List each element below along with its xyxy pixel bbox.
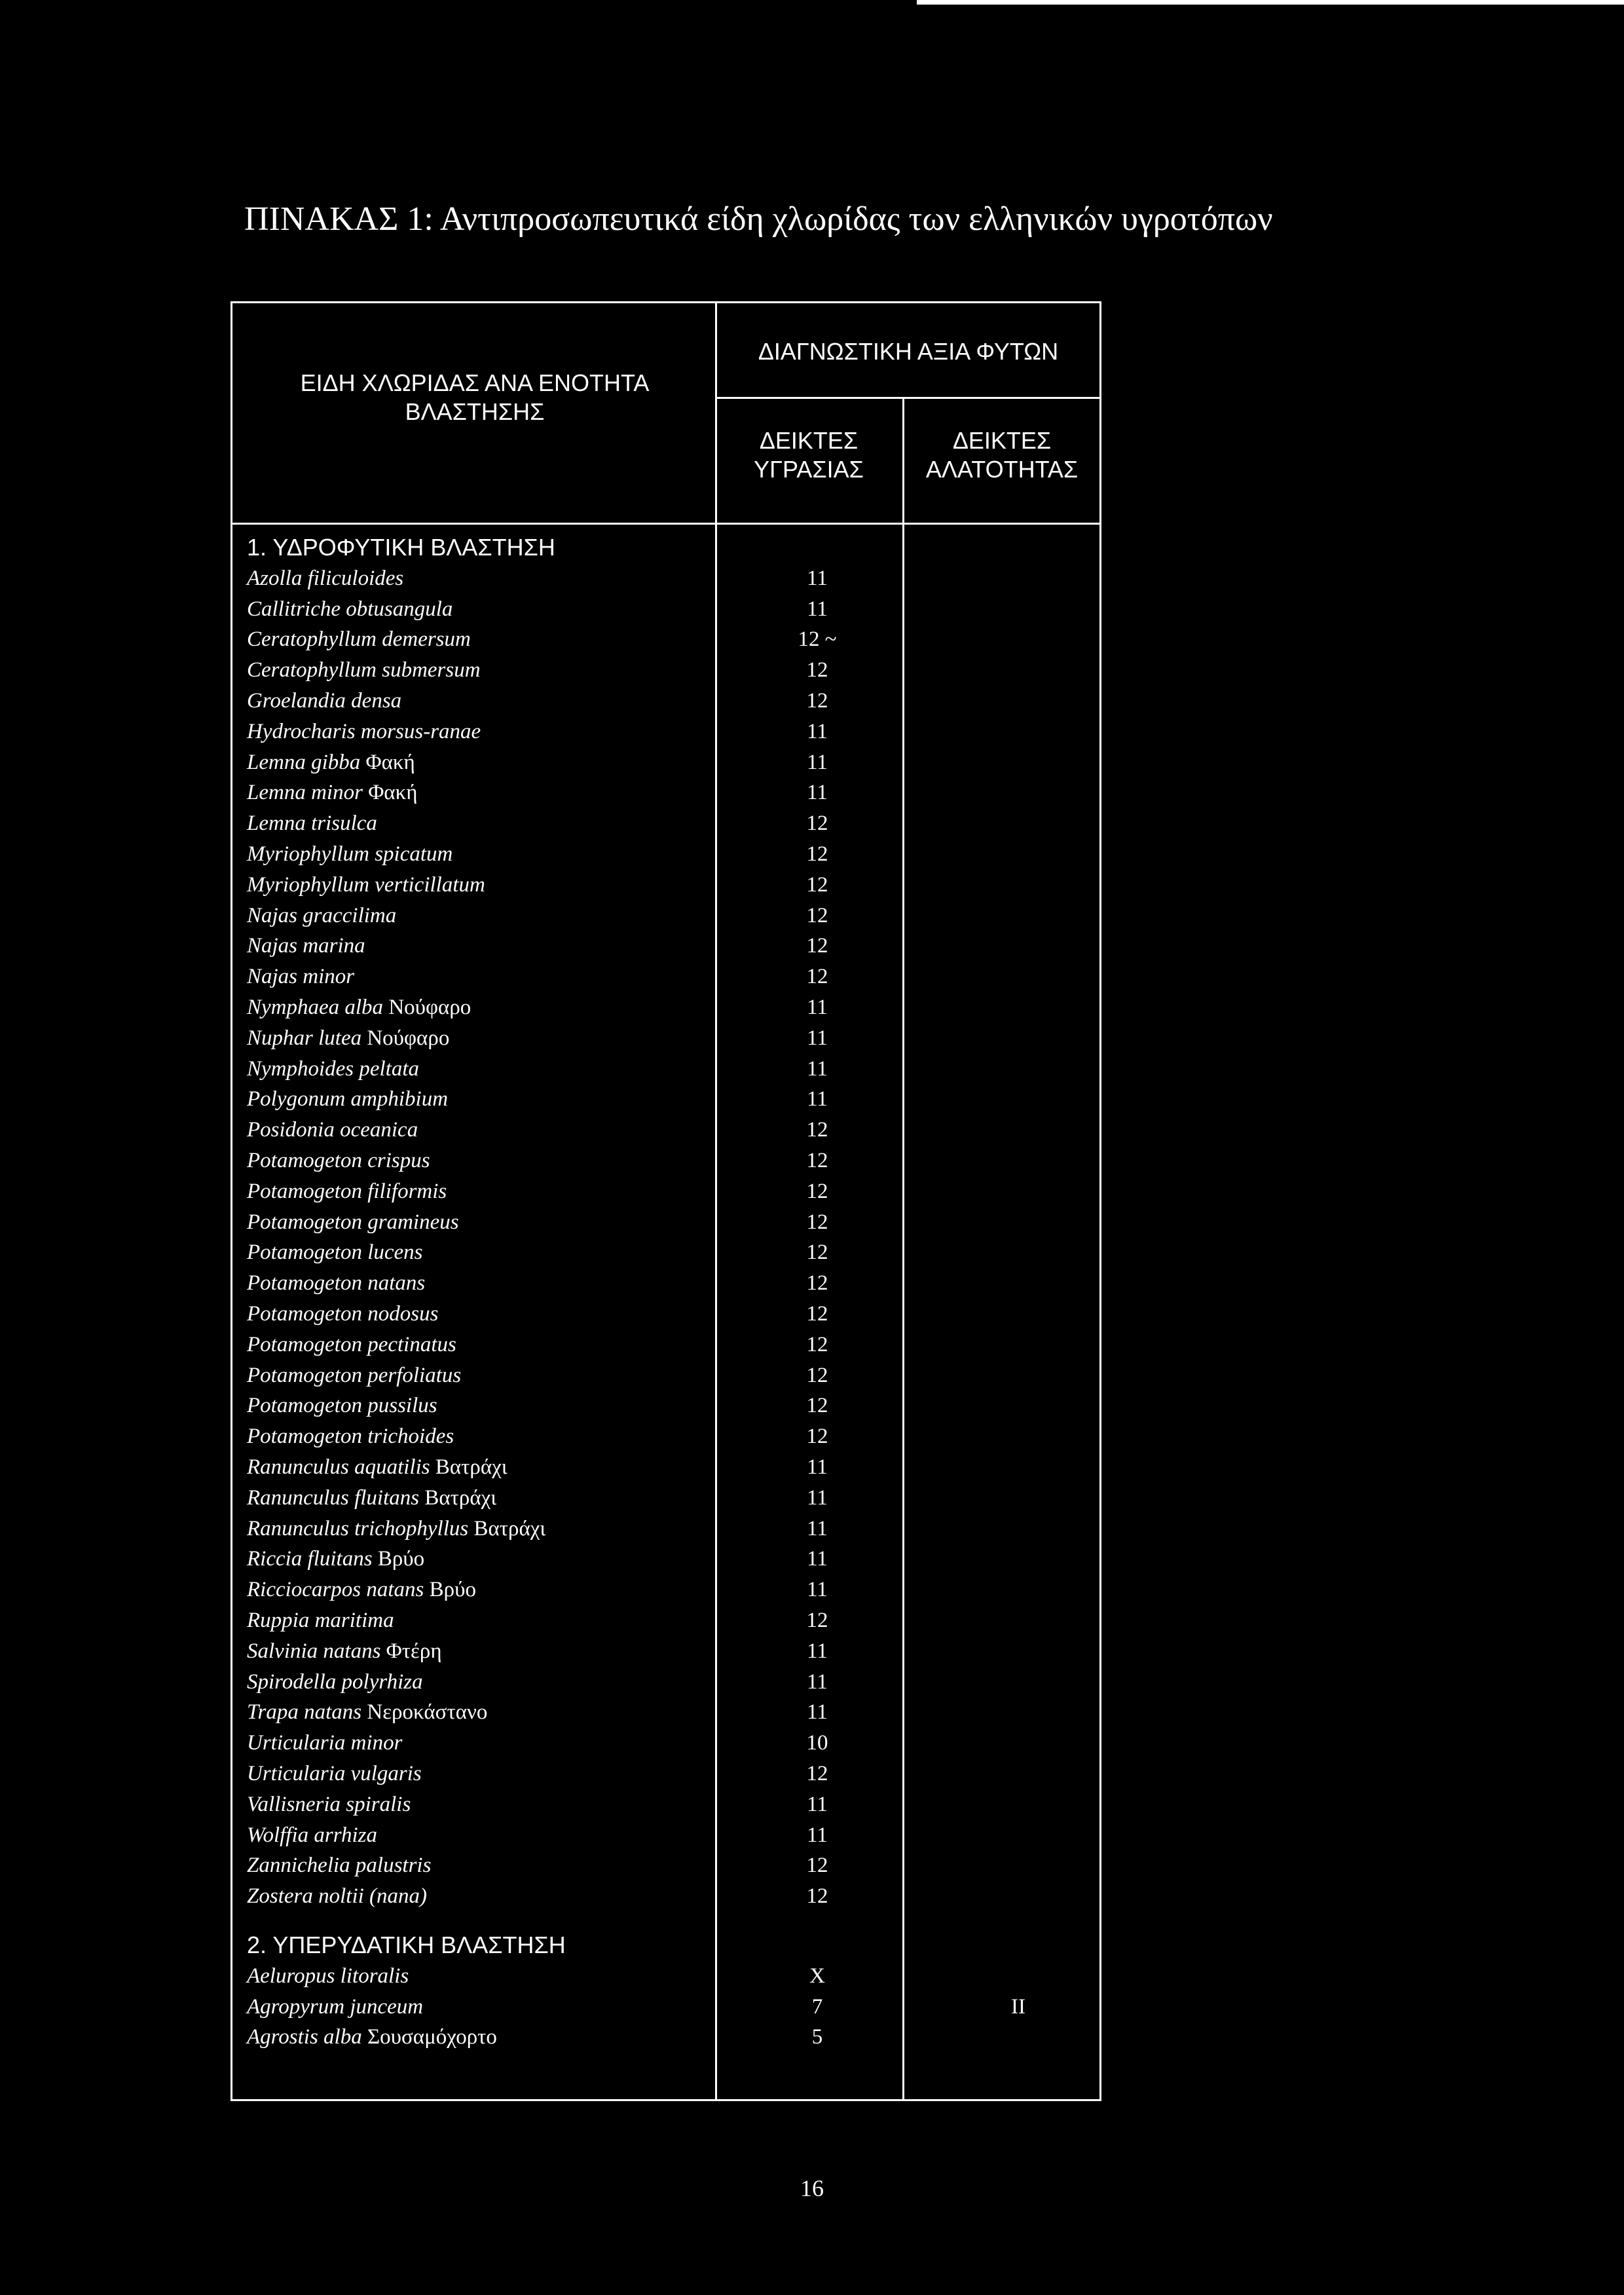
latin-name: Trapa natans [247,1700,362,1725]
table-row [232,1054,1099,1085]
latin-name: Agropyrum junceum [247,1994,424,2019]
humidity-index: 11 [807,1670,828,1694]
humidity-index: 12 [806,658,828,682]
section-title: 1. ΥΔΡΟΦΥΤΙΚΗ ΒΛΑΣΤΗΣΗ [247,534,555,561]
latin-name: Groelandia densa [247,689,402,713]
table-row [232,1759,1099,1789]
table-row [232,901,1099,931]
latin-name: Ceratophyllum submersum [247,658,481,682]
species-name [247,686,401,717]
table-row [232,717,1099,747]
latin-name: Ranunculus trichophyllus [247,1516,469,1540]
table-row [232,992,1099,1023]
species-name [247,1146,430,1176]
latin-name: Potamogeton nodosus [247,1302,439,1326]
section-title: 2. ΥΠΕΡΥΔΑΤΙΚΗ ΒΛΑΣΤΗΣΗ [247,1931,566,1959]
humidity-index: 12 [806,1149,828,1172]
table-row [232,1850,1099,1881]
latin-name: Spirodella polyrhiza [247,1670,423,1694]
latin-name: Potamogeton perfoliatus [247,1363,462,1387]
latin-name: Lemna trisulca [247,812,377,836]
table-row [232,1299,1099,1330]
table-row [232,1881,1099,1912]
table-row [232,686,1099,717]
species-name [247,717,481,747]
humidity-index: 12 [806,1854,828,1878]
latin-name: Ruppia maritima [247,1609,394,1632]
species-name [247,1667,423,1698]
page-title: ΠΙΝΑΚΑΣ 1: Αντιπροσωπευτικά είδη χλωρίδας των ελληνικών υγροτόπων [244,200,1273,238]
species-name [247,1514,545,1544]
table-row [232,1789,1099,1820]
species-name [247,961,354,992]
species-name [247,1360,461,1391]
species-name [247,808,377,839]
common-name: Βρύο [429,1578,476,1602]
latin-name: Urticularia vulgaris [247,1762,422,1785]
common-name: Φακή [365,750,415,774]
header-subdivider [715,397,1099,399]
species-name [247,1268,425,1299]
humidity-index: 11 [807,597,828,621]
common-name: Νούφαρο [388,996,471,1019]
species-name [247,1697,487,1728]
common-name: Βατράχι [473,1516,546,1540]
species-name [247,1789,411,1820]
table-row [232,624,1099,655]
latin-name: Posidonia oceanica [247,1118,418,1142]
species-name [247,931,365,961]
species-name [247,655,481,686]
latin-name: Myriophyllum verticillatum [247,872,485,897]
humidity-index: 11 [807,1455,828,1479]
latin-name: Potamogeton lucens [247,1241,423,1265]
humidity-index: X [809,1964,825,1988]
species-name [247,1820,377,1851]
species-name [247,901,396,931]
humidity-index: 12 [806,842,828,866]
latin-name: Zannichelia palustris [247,1854,432,1878]
latin-name: Lemna minor [247,781,363,805]
table-row [232,1421,1099,1452]
table-row [232,1390,1099,1421]
table-row [232,1820,1099,1851]
table-row [232,1115,1099,1146]
species-name [247,1992,423,2023]
latin-name: Callitriche obtusangula [247,597,453,621]
humidity-index: 12 [806,1332,828,1356]
humidity-index: 11 [807,719,828,743]
table-row [232,1084,1099,1115]
latin-name: Potamogeton pussilus [247,1394,437,1418]
humidity-index: 11 [807,996,828,1019]
latin-name: Nuphar lutea [247,1026,362,1050]
humidity-index: 12 [806,903,828,927]
table-row [232,777,1099,808]
table-row [232,1237,1099,1268]
section-title-row [232,532,1099,563]
table-row [232,1575,1099,1605]
table-row [232,1636,1099,1667]
humidity-index: 11 [807,1026,828,1050]
species-name [247,1544,424,1575]
latin-name: Riccia fluitans [247,1547,373,1571]
table-row [232,1544,1099,1575]
latin-name: Myriophyllum spicatum [247,842,453,866]
species-name [247,1452,507,1483]
species-name [247,1176,447,1207]
table-row [232,2022,1099,2053]
humidity-index: 12 [806,1271,828,1296]
humidity-index: 12 [806,872,828,897]
species-name [247,1023,449,1054]
table-row [232,1176,1099,1207]
latin-name: Najas minor [247,965,355,989]
species-name [247,1483,496,1514]
humidity-index: 12 ~ [798,627,837,652]
table-row [232,1667,1099,1698]
species-name [247,563,403,594]
latin-name: Nymphaea alba [247,996,384,1019]
header-diagnostic-value: ΔΙΑΓΝΩΣΤΙΚΗ ΑΞΙΑ ΦΥΤΩΝ [758,338,1059,365]
humidity-index: 12 [806,934,828,958]
species-name [247,1054,419,1085]
common-name: Φακή [368,781,418,805]
table-row [232,1483,1099,1514]
species-name [247,870,485,901]
latin-name: Ceratophyllum demersum [247,627,471,652]
humidity-index: 12 [806,1425,828,1449]
header-humidity: ΔΕΙΚΤΕΣ ΥΓΡΑΣΙΑΣ [754,427,864,483]
species-name [247,594,452,625]
common-name: Σουσαμόχορτο [367,2025,497,2049]
table-row [232,1605,1099,1636]
latin-name: Potamogeton natans [247,1271,426,1296]
humidity-index: 12 [806,689,828,713]
latin-name: Lemna gibba [247,750,361,774]
species-name [247,624,471,655]
table-row [232,1697,1099,1728]
latin-name: Ranunculus fluitans [247,1485,420,1510]
latin-name: Aeluropus litoralis [247,1964,409,1988]
latin-name: Potamogeton filiformis [247,1179,447,1203]
humidity-index: 12 [806,1302,828,1326]
table-row [232,747,1099,778]
humidity-index: 12 [806,1179,828,1203]
humidity-index: 11 [807,1823,828,1847]
table-row [232,1023,1099,1054]
latin-name: Ranunculus aquatilis [247,1455,430,1479]
humidity-index: 11 [807,1485,828,1510]
section-title-row [232,1930,1099,1961]
humidity-index: 12 [806,1241,828,1265]
latin-name: Azolla filiculoides [247,566,404,590]
species-name [247,1237,423,1268]
species-name [247,1084,448,1115]
humidity-index: 11 [807,750,828,774]
table-row [232,961,1099,992]
latin-name: Urticularia minor [247,1731,403,1755]
humidity-index: 12 [806,1394,828,1418]
species-name [247,1207,459,1238]
table-row [232,1514,1099,1544]
humidity-index: 12 [806,1609,828,1632]
common-name: Βατράχι [424,1485,497,1510]
table-row [232,1360,1099,1391]
latin-name: Potamogeton pectinatus [247,1332,456,1356]
page-number: 16 [800,2175,824,2201]
humidity-index: 11 [807,1578,828,1602]
table-row [232,594,1099,625]
humidity-index: 7 [811,1994,823,2019]
species-name [247,1575,476,1605]
latin-name: Potamogeton trichoides [247,1425,454,1449]
humidity-index: 11 [807,1792,828,1816]
humidity-index: 11 [807,1639,828,1663]
humidity-index: 11 [807,1547,828,1571]
latin-name: Salvinia natans [247,1639,381,1663]
latin-name: Najas graccilima [247,903,397,927]
latin-name: Potamogeton gramineus [247,1210,459,1234]
table-row [232,870,1099,901]
humidity-index: 11 [807,566,828,590]
species-name [247,839,452,870]
flora-table [231,301,1101,2101]
common-name: Φτέρη [386,1639,442,1663]
header-species: ΕΙΔΗ ΧΛΩΡΙΔΑΣ ΑΝΑ ΕΝΟΤΗΤΑ ΒΛΑΣΤΗΣΗΣ [300,369,650,425]
species-name [247,1636,442,1667]
humidity-index: 11 [807,1056,828,1081]
header-salinity: ΔΕΙΚΤΕΣ ΑΛΑΤΟΤΗΤΑΣ [925,427,1079,483]
table-row [232,1992,1099,2023]
humidity-index: 11 [807,1087,828,1111]
species-name [247,1961,409,1992]
latin-name: Hydrocharis morsus-ranae [247,719,481,743]
latin-name: Najas marina [247,934,365,958]
table-row [232,1268,1099,1299]
humidity-index: 12 [806,1118,828,1142]
table-row [232,1452,1099,1483]
table-row [232,1146,1099,1176]
species-name [247,1421,454,1452]
species-name [247,1299,438,1330]
latin-name: Ricciocarpos natans [247,1578,424,1602]
table-row [232,839,1099,870]
humidity-index: 12 [806,1210,828,1234]
species-name [247,992,471,1023]
latin-name: Potamogeton crispus [247,1149,430,1172]
species-name [247,1115,418,1146]
species-name [247,777,418,808]
table-row [232,1961,1099,1992]
table-row [232,1330,1099,1360]
species-name [247,747,415,778]
common-name: Νεροκάστανο [367,1700,488,1725]
humidity-index: 10 [806,1731,828,1755]
latin-name: Nymphoides peltata [247,1056,420,1081]
latin-name: Polygonum amphibium [247,1087,449,1111]
table-row [232,808,1099,839]
humidity-index: 11 [807,1516,828,1540]
common-name: Βρύο [377,1547,425,1571]
humidity-index: 5 [811,2025,823,2049]
top-edge-line [917,0,1624,5]
common-name: Νούφαρο [367,1026,450,1050]
table-row [232,1728,1099,1759]
common-name: Βατράχι [435,1455,507,1479]
humidity-index: 12 [806,812,828,836]
salinity-index: II [1011,1994,1025,2019]
species-name [247,1605,394,1636]
humidity-index: 12 [806,1363,828,1387]
species-name [247,1728,402,1759]
species-name [247,2022,497,2053]
table-row [232,563,1099,594]
species-name [247,1850,431,1881]
header-bottom-line [232,523,1099,525]
table-row [232,655,1099,686]
humidity-index: 11 [807,781,828,805]
latin-name: Zostera noltii (nana) [247,1884,428,1909]
humidity-index: 12 [806,1762,828,1785]
humidity-index: 12 [806,965,828,989]
table-row [232,931,1099,961]
species-name [247,1881,427,1912]
species-name [247,1390,437,1421]
humidity-index: 11 [807,1700,828,1725]
species-name [247,1759,422,1789]
latin-name: Agrostis alba [247,2025,362,2049]
humidity-index: 12 [806,1884,828,1909]
latin-name: Wolffia arrhiza [247,1823,377,1847]
species-name [247,1330,456,1360]
latin-name: Vallisneria spiralis [247,1792,411,1816]
table-row [232,1207,1099,1238]
